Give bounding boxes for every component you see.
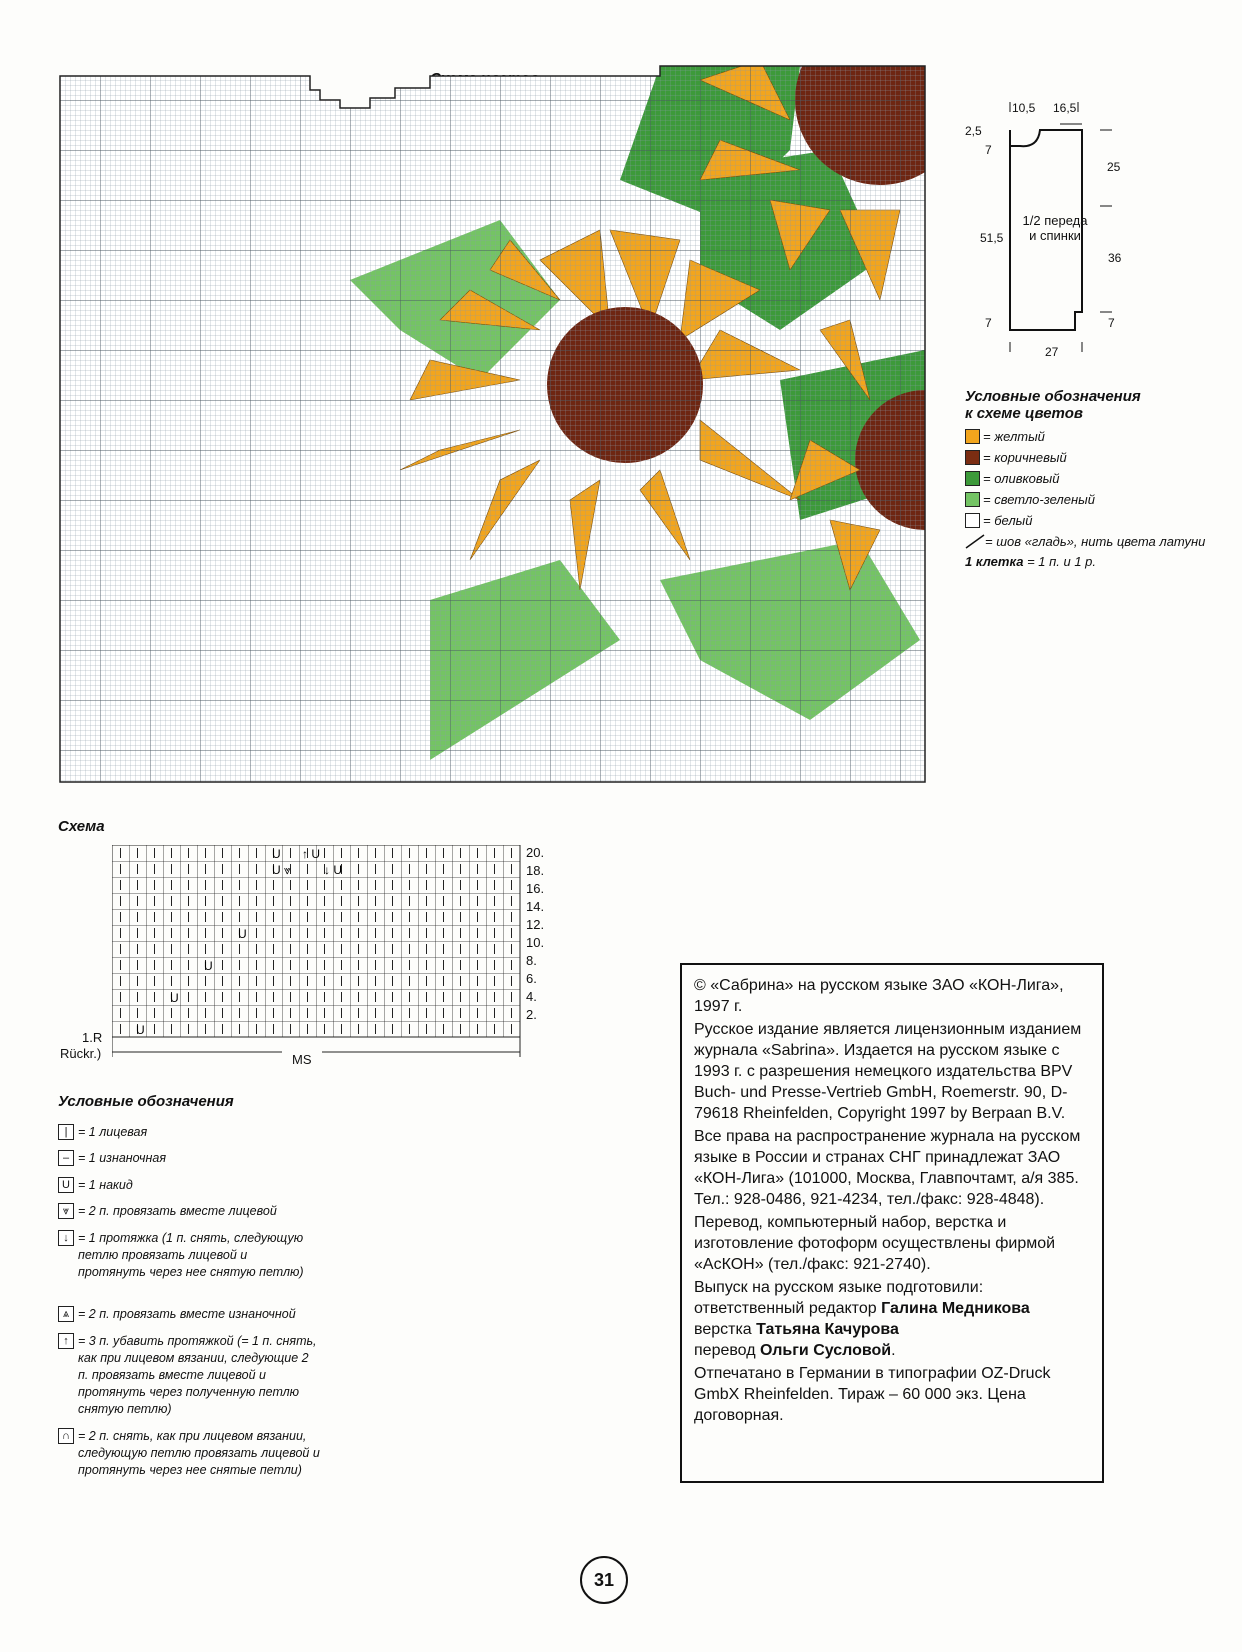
- row-number: 2.: [526, 1007, 537, 1022]
- legend-yellow-label: = желтый: [983, 429, 1045, 444]
- imprint-staff: Выпуск на русском языке подготовили: ответственный редактор Галина Медникова верстка Татьяна Качурова перевод Ольги Сусловой.: [694, 1279, 1030, 1359]
- start-row-label: 1.R: [82, 1030, 103, 1045]
- dim-armhole: 25: [1107, 160, 1121, 174]
- row-number: 18.: [526, 863, 545, 878]
- stitch-legend-text: = 2 п. провязать вместе изнаночной: [78, 1307, 296, 1321]
- imprint-print: Отпечатано в Германии в типографии OZ-Druck GmbX Rheinfelden. Тираж – 60 000 экз. Цена договорная.: [694, 1365, 1051, 1424]
- flower-legend-title: [965, 388, 1141, 422]
- dim-bottom-width: 27: [1045, 345, 1059, 359]
- page-number: 31: [580, 1556, 628, 1604]
- stitch-legend-text: = 1 лицевая: [78, 1125, 148, 1139]
- stitch-legend-item: [58, 1124, 147, 1141]
- dim-left-hem: 7: [985, 316, 992, 330]
- svg-text:U: U: [204, 959, 213, 973]
- svg-text:U ⩔: U ⩔: [272, 863, 291, 877]
- ms-label: MS: [292, 1052, 312, 1067]
- p2tog-icon: ⩓: [58, 1306, 74, 1322]
- light-green-swatch: [965, 492, 980, 507]
- legend-brown-label: = коричневый: [983, 450, 1067, 465]
- imprint-staff-intro: Выпуск на русском языке подготовили:: [694, 1279, 984, 1296]
- stitch-legend-text: = 1 протяжка (1 п. снять, следующую петлю провязать лицевой и протянуть через нее снятую петлю): [78, 1231, 304, 1279]
- row-number: 12.: [526, 917, 545, 932]
- legend-stitch-line: [965, 533, 1205, 549]
- stitch-legend-text: = 1 накид: [78, 1178, 133, 1192]
- svg-text:U: U: [272, 847, 281, 861]
- imprint-copyright: © «Сабрина» на русском языке ЗАО «КОН-Лига», 1997 г.: [694, 977, 1064, 1015]
- stitch-legend-item: [58, 1306, 296, 1323]
- row-number: 20.: [526, 845, 545, 860]
- imprint-rights: Все права на распространение журнала на русском языке в России и странах СНГ принадлежат ЗАО «КОН-Лига» (101000, Москва, Главпочтамт, а/я 385. Тел.: 928-0486, 921-4234, тел./факс: 928-4848).: [694, 1128, 1081, 1208]
- dim-side-length: 36: [1108, 251, 1122, 265]
- layout-name: Татьяна Качурова: [756, 1321, 899, 1338]
- dim-top-band: 7: [985, 143, 992, 157]
- dim-neck-width: 10,5: [1012, 101, 1036, 115]
- stitch-chart-title: Схема: [58, 818, 105, 835]
- stitch-legend-item: [58, 1428, 343, 1479]
- legend-light-green: [965, 492, 1095, 507]
- legend-olive-label: = оливковый: [983, 471, 1060, 486]
- yarn-over-icon: U: [58, 1177, 74, 1193]
- cell-scale-bold: 1 клетка: [965, 554, 1024, 569]
- legend-olive: [965, 471, 1059, 486]
- brown-swatch: [965, 450, 980, 465]
- imprint-license: Русское издание является лицензионным изданием журнала «Sabrina». Издается на русском языке с 1993 г. с разрешения немецкого издательства BPV Buch- und Presse-Vertrieb GmbH, Roemerstr. 90, D-79618 Rheinfelden, Copyright 1997 by Berpaan B.V.: [694, 1021, 1082, 1122]
- stitch-legend-title: Условные обозначения: [58, 1093, 234, 1110]
- editor-name: Галина Медникова: [881, 1300, 1030, 1317]
- knit-icon: |: [58, 1124, 74, 1140]
- translation-role: перевод: [694, 1342, 756, 1359]
- k2tog-icon: ⩔: [58, 1203, 74, 1219]
- white-swatch: [965, 513, 980, 528]
- svg-text:U: U: [136, 1023, 145, 1037]
- imprint-box: [680, 963, 1104, 1483]
- svg-text:↑ U: ↑ U: [302, 847, 320, 861]
- olive-swatch: [965, 471, 980, 486]
- stitch-legend-text: = 1 изнаночная: [78, 1151, 167, 1165]
- stitch-legend-item: [58, 1177, 133, 1194]
- row-number: 4.: [526, 989, 537, 1004]
- svg-text:U: U: [238, 927, 247, 941]
- editor-role: ответственный редактор: [694, 1300, 877, 1317]
- imprint-production: Перевод, компьютерный набор, верстка и изготовление фотоформ осуществлены фирмой «АсКОН» (тел./факс: 921-2740).: [694, 1214, 1056, 1273]
- row-number: 10.: [526, 935, 545, 950]
- row-number: 6.: [526, 971, 537, 986]
- legend-yellow: [965, 429, 1045, 444]
- stitch-legend-item: [58, 1230, 318, 1281]
- ssk-icon: ↓: [58, 1230, 74, 1246]
- cell-scale-rest: = 1 п. и 1 р.: [1027, 554, 1097, 569]
- yellow-swatch: [965, 429, 980, 444]
- stitch-legend-item: [58, 1333, 318, 1418]
- row-number: 16.: [526, 881, 545, 896]
- stitch-legend-text: = 2 п. провязать вместе лицевой: [78, 1204, 277, 1218]
- cell-scale: [965, 554, 1096, 569]
- stitch-chart-grid: [112, 845, 522, 1060]
- dim-total-height: 51,5: [980, 231, 1004, 245]
- flower-legend-title-line1: Условные обозначения: [965, 388, 1141, 405]
- layout-role: верстка: [694, 1321, 752, 1338]
- svg-text:↓ U: ↓ U: [324, 863, 342, 877]
- svg-text:U: U: [170, 991, 179, 1005]
- purl-icon: –: [58, 1150, 74, 1166]
- piece-label-line2: и спинки: [1029, 228, 1081, 243]
- row-number: 14.: [526, 899, 545, 914]
- dim-right-hem: 7: [1108, 316, 1115, 330]
- slip-two-icon: ∩: [58, 1428, 74, 1444]
- double-decrease-icon: ↑: [58, 1333, 74, 1349]
- legend-brown: [965, 450, 1067, 465]
- legend-white: [965, 513, 1032, 528]
- dim-shoulder-width: 16,5: [1053, 101, 1077, 115]
- flower-legend-title-line2: к схеме цветов: [965, 405, 1083, 422]
- dim-neck-depth: 2,5: [965, 124, 982, 138]
- stitch-legend-text: = 3 п. убавить протяжкой (= 1 п. снять, как при лицевом вязании, следующие 2 п. провязать вместе лицевой и протянуть через полученную петлю снятую петлю): [78, 1334, 317, 1416]
- stitch-legend-item: [58, 1203, 277, 1220]
- stitch-legend-item: [58, 1150, 166, 1167]
- start-row-label-2: Rückr.): [60, 1046, 102, 1061]
- legend-stitch-label: = шов «гладь», нить цвета латуни: [985, 533, 1206, 549]
- piece-label: [1015, 213, 1095, 243]
- stitch-legend-text: = 2 п. снять, как при лицевом вязании, следующую петлю провязать лицевой и протянуть через нее снятые петли): [78, 1429, 320, 1477]
- legend-light-green-label: = светло-зеленый: [983, 492, 1095, 507]
- translation-name: Ольги Сусловой: [760, 1342, 892, 1359]
- diagonal-line-icon: [965, 533, 985, 549]
- row-number: 8.: [526, 953, 537, 968]
- piece-label-line1: 1/2 переда: [1022, 213, 1088, 228]
- legend-white-label: = белый: [983, 513, 1033, 528]
